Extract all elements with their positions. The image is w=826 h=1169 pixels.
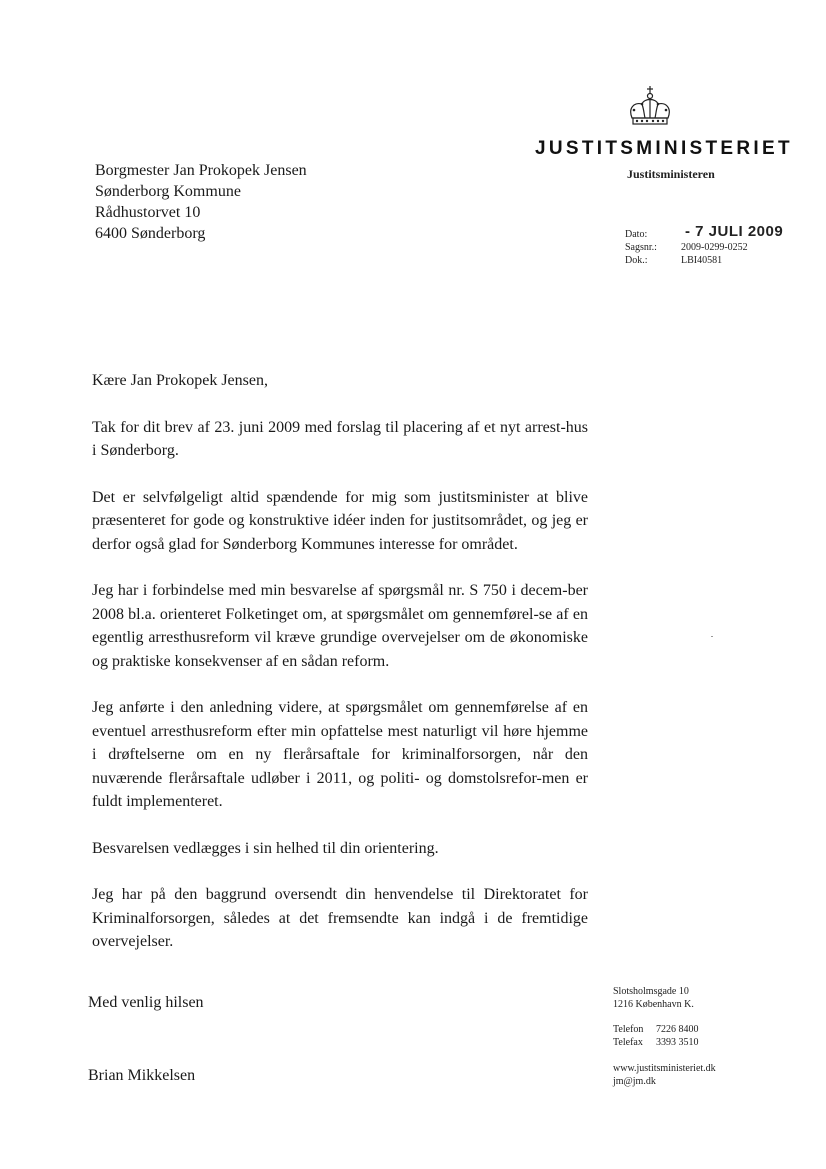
phone-number: 7226 8400 [656, 1024, 699, 1035]
letter-body [92, 369, 588, 977]
case-number: 2009-0299-0252 [681, 242, 748, 253]
organization-name: JUSTITSMINISTERIET [535, 138, 793, 159]
case-row [625, 241, 783, 254]
doc-number: LBI40581 [681, 255, 723, 266]
department-name: Justitsministeren [627, 167, 715, 181]
website-link[interactable]: www.justitsministeriet.dk [613, 1063, 716, 1074]
fax-number: 3393 3510 [656, 1037, 699, 1048]
fax-label: Telefax [613, 1037, 643, 1048]
salutation: Kære Jan Prokopek Jensen, [92, 372, 268, 389]
paragraph-2: Det er selvfølgeligt altid spændende for mig som justitsminister at blive præsenteret for gode og konstruktive idéer inden for justitsområdet, og jeg er derfor også glad for Sønderborg Kommunes interesse for området. [92, 488, 588, 553]
recipient-organization: Sønderborg Kommune [95, 183, 241, 200]
paragraph-6: Jeg har på den baggrund oversendt din henvendelse til Direktoratet for Kriminalforsorgen, således at det fremsendte kan indgå i de fremtidige overvejelser. [92, 886, 588, 950]
date-row [625, 223, 784, 241]
doc-label: Dok.: [625, 255, 648, 266]
recipient-street: Rådhustorvet 10 [95, 204, 201, 221]
footer-address [613, 985, 694, 1011]
date-stamp: - 7 JULI 2009 [685, 223, 784, 240]
email-link[interactable]: jm@jm.dk [613, 1076, 656, 1087]
phone-label: Telefon [613, 1024, 644, 1035]
case-label: Sagsnr.: [625, 242, 657, 253]
paragraph-3: Jeg har i forbindelse med min besvarelse af spørgsmål nr. S 750 i decem-ber 2008 bl.a. orienteret Folketinget om, at spørgsmålet om gennemførel-se af en egentlig arresthusreform vil kræve grundige overvejelser om de økonomiske og praktiske konsekvenser af en sådan reform. [92, 582, 588, 670]
date-label: Dato: [625, 229, 648, 240]
paragraph-4: Jeg anførte i den anledning videre, at spørgsmålet om gennemførelse af en eventuel arresthusreform efter min opfattelse mest naturligt vil høre hjemme i drøftelserne om en ny flerårsaftale for kriminalforsorgen, når den nuværende flerårsaftale udløber i 2011, og politi- og domstolsrefor-men er fuldt implementeret. [92, 699, 588, 810]
signature-name: Brian Mikkelsen [88, 1067, 196, 1084]
document-meta [625, 223, 784, 267]
paragraph-1: Tak for dit brev af 23. juni 2009 med forslag til placering af et nyt arrest-hus i Sønderborg. [92, 418, 588, 459]
recipient-address [95, 160, 307, 244]
scan-speck [711, 636, 713, 637]
footer-street: Slotsholmsgade 10 [613, 986, 689, 997]
phone-row [613, 1023, 699, 1036]
closing: Med venlig hilsen [88, 994, 204, 1011]
recipient-name: Borgmester Jan Prokopek Jensen [95, 162, 307, 179]
paragraph-5: Besvarelsen vedlægges i sin helhed til din orientering. [92, 839, 439, 857]
fax-row [613, 1036, 699, 1049]
recipient-city: 6400 Sønderborg [95, 225, 206, 242]
footer-phone [613, 1023, 699, 1049]
doc-row [625, 254, 783, 267]
crown-logo-icon [620, 84, 680, 134]
footer-web [613, 1062, 716, 1088]
footer-city: 1216 København K. [613, 999, 694, 1010]
